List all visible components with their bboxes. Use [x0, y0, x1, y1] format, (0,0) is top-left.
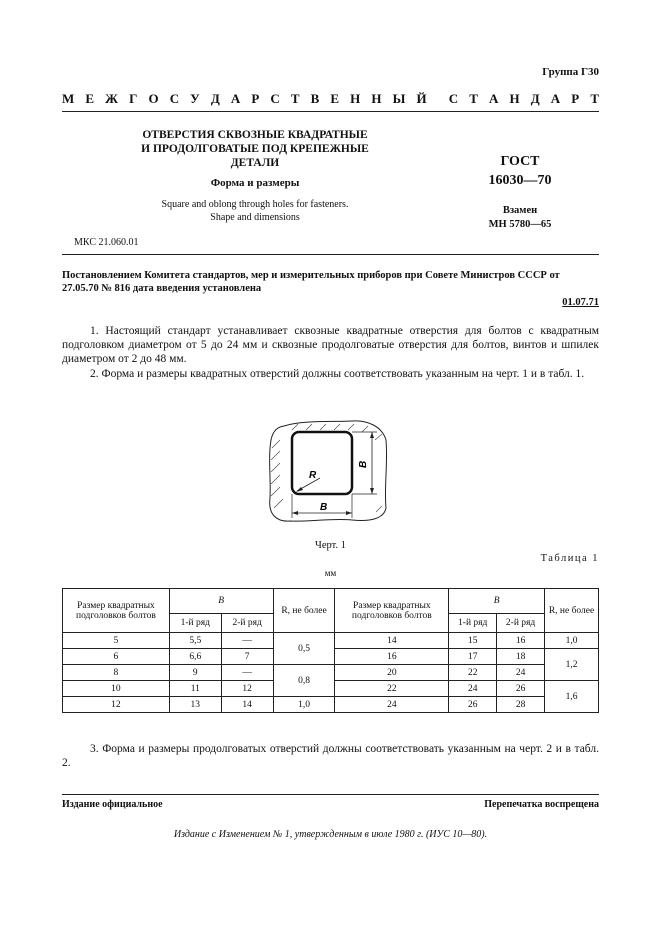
- cell: 14: [221, 697, 273, 713]
- header-letter: О: [148, 91, 159, 106]
- paragraph-2: [62, 367, 599, 381]
- header-letter: Р: [251, 91, 260, 106]
- drawing-square-hole: [262, 418, 392, 526]
- cell: 5,5: [169, 633, 221, 649]
- cell: 26: [497, 681, 545, 697]
- title-rule: [62, 254, 599, 255]
- header-letter: Д: [210, 91, 220, 106]
- cell: 26: [449, 697, 497, 713]
- group-code: Группа Г30: [542, 66, 599, 78]
- standard-header: [62, 91, 599, 107]
- radius-label: R: [309, 470, 317, 481]
- cell-r: 1,0: [273, 697, 335, 713]
- table-title: Таблица 1: [540, 553, 599, 564]
- cell: 28: [497, 697, 545, 713]
- header-letter: С: [169, 91, 180, 106]
- paragraph-2-text: 2. Форма и размеры квадратных отверстий должны соответствовать указанным на черт. 1 и в табл. 1.: [90, 368, 585, 380]
- cell: 13: [169, 697, 221, 713]
- mks-code: МКС 21.060.01: [74, 237, 139, 248]
- paragraph-1-text: 1. Настоящий стандарт устанавливает сквозные квадратные отверстия для болтов с квадратным подголовком диаметром от 5 до 24 мм и сквозные продолговатые отверстия для болтов, винтов и шпилек диаметром от 2 до 48 мм.: [62, 325, 599, 365]
- cell: 24: [497, 665, 545, 681]
- header-letter: Й: [416, 91, 427, 106]
- dimension-label-b-side: B: [358, 460, 369, 468]
- header-size-left: Размер квадратных подголовков болтов: [63, 589, 170, 633]
- header-letter: М: [62, 91, 75, 106]
- cell: 6: [63, 649, 170, 665]
- replaces-value: МН 5780—65: [488, 219, 552, 230]
- gost-number: 16030—70: [488, 173, 552, 188]
- header-letter: Н: [350, 91, 361, 106]
- cell-r: 1,0: [545, 633, 599, 649]
- cell: 14: [335, 633, 449, 649]
- header-letter: Е: [85, 91, 95, 106]
- figure-caption: Черт. 1: [315, 540, 346, 551]
- gost-designation: [460, 152, 580, 190]
- cell: 7: [221, 649, 273, 665]
- title-line: ДЕТАЛИ: [230, 157, 280, 169]
- paragraph-3: [62, 742, 599, 770]
- english-title-line: Shape and dimensions: [210, 212, 300, 223]
- header-row1-right: 1-й ряд: [449, 614, 497, 633]
- cell: 12: [63, 697, 170, 713]
- cell: 17: [449, 649, 497, 665]
- header-row2-left: 2-й ряд: [221, 614, 273, 633]
- english-title: [110, 198, 400, 224]
- square-hole: [292, 432, 352, 494]
- header-r-left: R, не более: [273, 589, 335, 633]
- document-subtitle: Форма и размеры: [210, 177, 300, 189]
- header-letter: Г: [129, 91, 138, 106]
- cell: 20: [335, 665, 449, 681]
- cell: 18: [497, 649, 545, 665]
- header-letter: С: [448, 91, 459, 106]
- cell-r: 1,6: [545, 681, 599, 713]
- header-letter: А: [230, 91, 241, 106]
- header-row2-right: 2-й ряд: [497, 614, 545, 633]
- cell: 16: [335, 649, 449, 665]
- cell: —: [221, 665, 273, 681]
- official-edition-label: Издание официальное: [62, 799, 163, 810]
- cell-r: 0,5: [273, 633, 335, 665]
- replaces-label: Взамен: [502, 205, 538, 216]
- cell: 22: [335, 681, 449, 697]
- header-letter: Н: [509, 91, 520, 106]
- cell: 24: [335, 697, 449, 713]
- table-header-row: [63, 589, 599, 614]
- cell-r: 0,8: [273, 665, 335, 697]
- document-title: [110, 128, 400, 170]
- header-size-right: Размер квадратных подголовков болтов: [335, 589, 449, 633]
- header-letter: В: [310, 91, 320, 106]
- header-letter: Е: [330, 91, 340, 106]
- header-letter: А: [489, 91, 499, 106]
- edition-note: Издание с Изменением № 1, утвержденным в июле 1980 г. (ИУС 10—80).: [173, 829, 488, 840]
- reprint-prohibited-label: Перепечатка воспрещена: [484, 799, 599, 810]
- cell: 9: [169, 665, 221, 681]
- header-b-left: B: [169, 589, 273, 614]
- table-row: [63, 633, 599, 649]
- header-letter: Н: [371, 91, 382, 106]
- header-letter: А: [550, 91, 561, 106]
- title-line: И ПРОДОЛГОВАТЫЕ ПОД КРЕПЕЖНЫЕ: [141, 143, 369, 155]
- header-letter: Т: [590, 91, 599, 106]
- header-rule: [62, 111, 599, 112]
- cell: —: [221, 633, 273, 649]
- cell: 22: [449, 665, 497, 681]
- cell: 15: [449, 633, 497, 649]
- dimension-label-b-bottom: B: [320, 502, 328, 513]
- cell: 12: [221, 681, 273, 697]
- cell: 8: [63, 665, 170, 681]
- replaces-block: [460, 204, 580, 232]
- header-letter: С: [270, 91, 280, 106]
- title-line: ОТВЕРСТИЯ СКВОЗНЫЕ КВАДРАТНЫЕ: [142, 129, 368, 141]
- header-b-right: B: [449, 589, 545, 614]
- cell: 24: [449, 681, 497, 697]
- table-units: мм: [324, 568, 337, 578]
- header-r-right: R, не более: [545, 589, 599, 633]
- header-letter: Т: [290, 91, 300, 106]
- cell: 6,6: [169, 649, 221, 665]
- header-letter: У: [190, 91, 200, 106]
- paragraph-1: [62, 324, 599, 366]
- header-row1-left: 1-й ряд: [169, 614, 221, 633]
- gost-name: ГОСТ: [500, 154, 540, 169]
- dimensions-table: [62, 588, 599, 713]
- header-letter: Ж: [105, 91, 118, 106]
- cell-r: 1,2: [545, 649, 599, 681]
- header-letter: Д: [530, 91, 540, 106]
- cell: 11: [169, 681, 221, 697]
- table-row: [63, 665, 599, 681]
- header-letter: Т: [469, 91, 478, 106]
- english-title-line: Square and oblong through holes for fasteners.: [161, 199, 349, 210]
- cell: 16: [497, 633, 545, 649]
- footer-rule: [62, 794, 599, 795]
- paragraph-3-text: 3. Форма и размеры продолговатых отверстий должны соответствовать указанным на черт. 2 и в табл. 2.: [62, 743, 599, 769]
- header-letter: Р: [571, 91, 580, 106]
- header-letter: Ы: [392, 91, 406, 106]
- cell: 10: [63, 681, 170, 697]
- decree-text: Постановлением Комитета стандартов, мер и измерительных приборов при Совете Министров СССР от 27.05.70 № 816 дата введения установлена: [62, 270, 560, 294]
- cell: 5: [63, 633, 170, 649]
- table-row: [63, 697, 599, 713]
- effective-date: 01.07.71: [562, 297, 599, 308]
